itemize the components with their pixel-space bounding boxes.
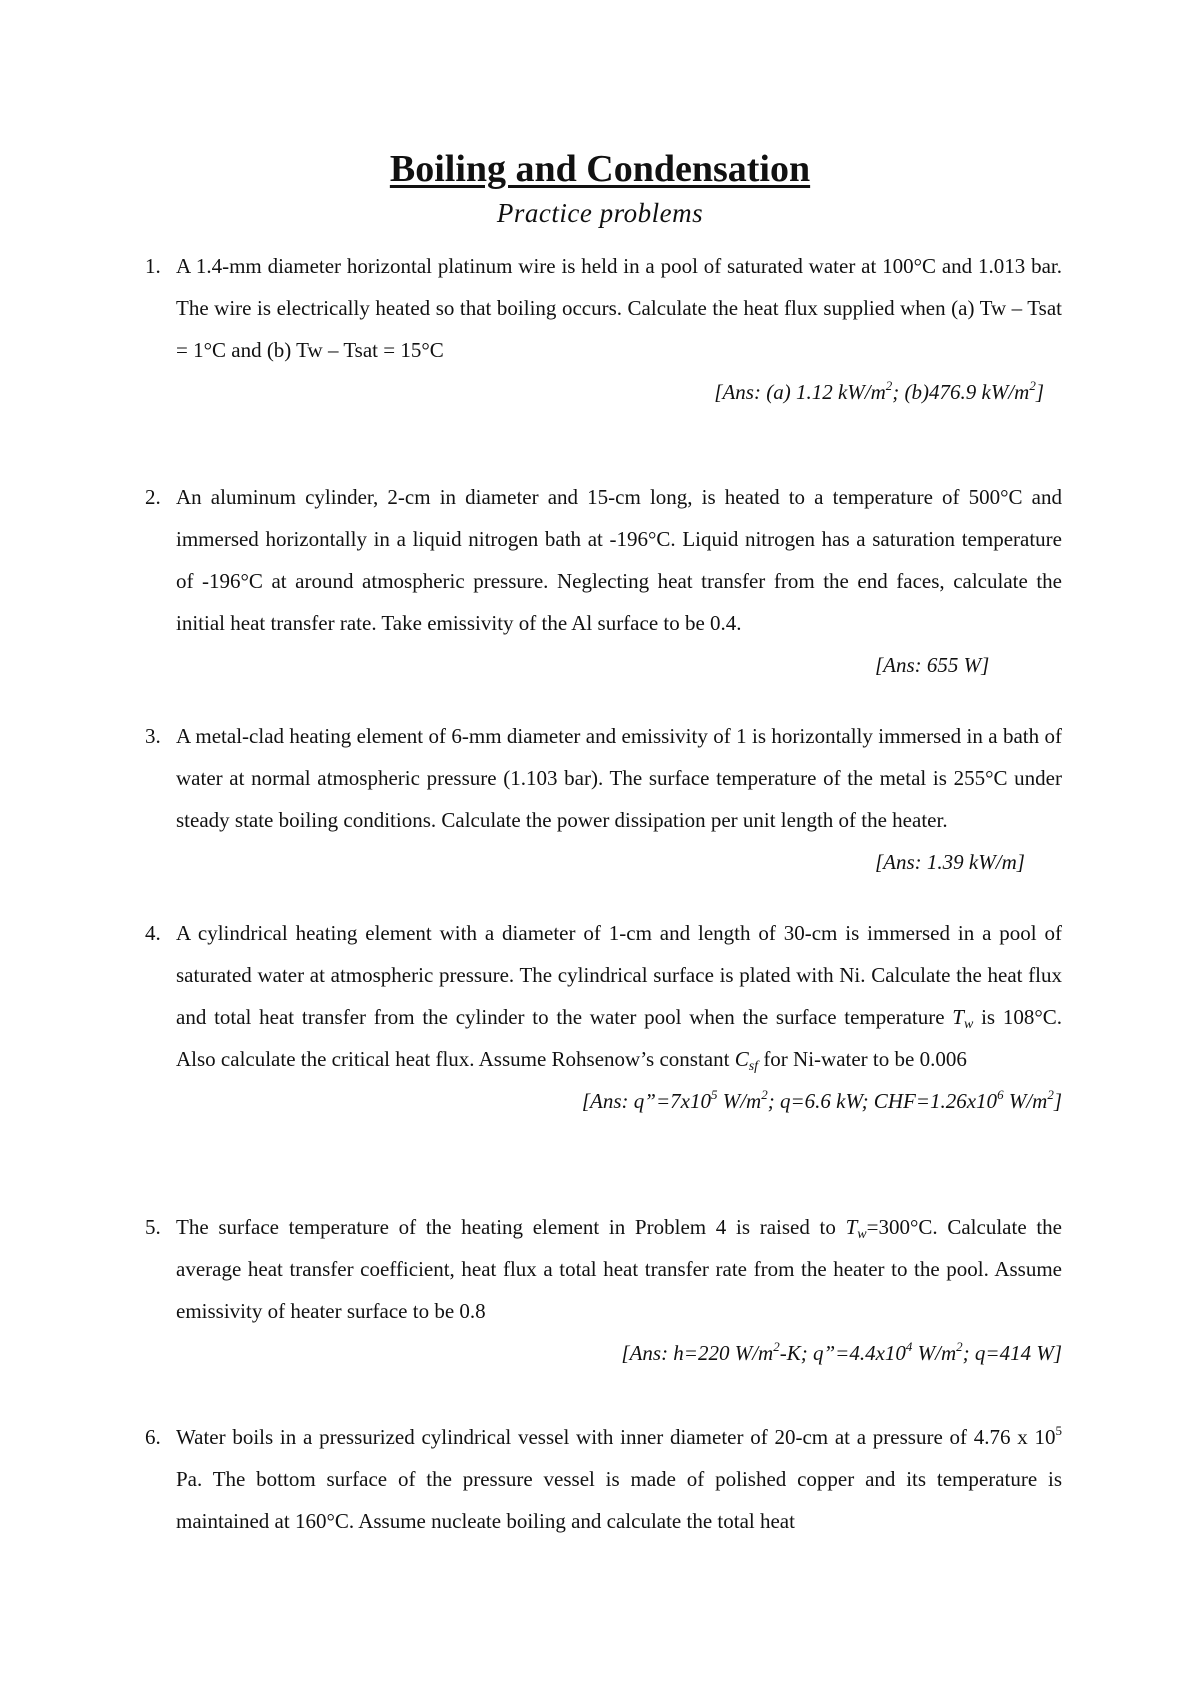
problem-text: An aluminum cylinder, 2-cm in diameter and 15-cm long, is heated to a temperature of 500°C and immersed horizontally in a liquid nitrogen bath at -196°C. Liquid nitrogen has a saturation temperature of -196°C at around atmospheric pressure. Neglecting heat transfer from the end faces, calculate the initial heat transfer rate. Take emissivity of the Al surface to be 0.4. [176,485,1062,635]
problem-5 [145,1206,1062,1374]
page-title [0,146,1200,192]
problem-6 [145,1416,1062,1542]
problem-number: 6. [145,1425,161,1449]
problem-text: A cylindrical heating element with a diameter of 1-cm and length of 30-cm is immersed in a pool of saturated water at atmospheric pressure. The cylindrical surface is plated with Ni. Calculate the heat flux and total heat transfer from the cylinder to the water pool when the surface temperature $T_w$ is 108°C. Also calculate the critical heat flux. Assume Rohsenow’s constant $C_{sf}$ for Ni-water to be 0.006 [176,921,1062,1074]
problem-4 [145,912,1062,1122]
problem-2 [145,476,1062,677]
problem-answer: [Ans: $q”=7x10^5$ $W/m^2$; q=6.6 kW; $CHF=1.26x10^6$ $W/m^2$] [581,1087,1062,1113]
problem-1 [145,245,1062,413]
problem-3 [145,715,1062,874]
title-text: Boiling and Condensation [389,148,811,190]
problem-answer: [Ans: 1.39 kW/m] [875,850,1025,874]
problem-answer: [Ans: (a) 1.12 $kW/m^2$; (b)476.9 $kW/m^2$] [714,378,1044,404]
problem-number: 2. [145,485,161,509]
problem-number: 1. [145,254,161,278]
page-subtitle: Practice problems [496,198,704,228]
problem-text: Water boils in a pressurized cylindrical vessel with inner diameter of 20-cm at a pressure of 4.76 x $10^5$ Pa. The bottom surface of the pressure vessel is made of polished copper and its temperature is maintained at 160°C. Assume nucleate boiling and calculate the total heat [176,1423,1062,1533]
problem-text: The surface temperature of the heating element in Problem 4 is raised to $T_w=300^\circ C$. Calculate the average heat transfer coefficient, heat flux a total heat transfer rate from the heater to the pool. Assume emissivity of heater surface to be 0.8 [176,1215,1062,1323]
problem-answer: [Ans: 655 W] [875,653,990,677]
problem-text: A 1.4-mm diameter horizontal platinum wire is held in a pool of saturated water at 100°C and 1.013 bar. The wire is electrically heated so that boiling occurs. Calculate the heat flux supplied when (a) Tw – Tsat = 1°C and (b) Tw – Tsat = 15°C [176,254,1062,362]
problem-number: 5. [145,1215,161,1239]
problem-number: 3. [145,724,161,748]
problem-text: A metal-clad heating element of 6-mm diameter and emissivity of 1 is horizontally immersed in a bath of water at normal atmospheric pressure (1.103 bar). The surface temperature of the metal is 255°C under steady state boiling conditions. Calculate the power dissipation per unit length of the heater. [176,724,1062,832]
problem-answer: [Ans: h=220 $W/m^2-K$; $q”=4.4x10^4$ $W/m^2$; q=414 W] [621,1339,1062,1365]
problem-number: 4. [145,921,161,945]
